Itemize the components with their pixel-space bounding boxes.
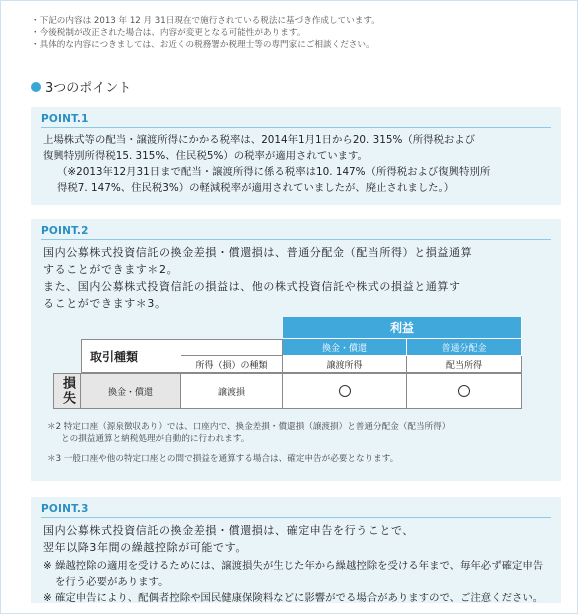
point3-note: ※ 繰越控除の適用を受けるためには、譲渡損失が生じた年から繰越控除を受ける年まで、毎年必ず確定申告 <box>43 560 544 572</box>
point3-line: 翌年以降3年間の繰越控除が可能です。 <box>43 541 247 554</box>
header-profit: 利益 <box>283 317 522 339</box>
point3-notes <box>31 556 561 606</box>
point1-line: 上場株式等の配当・譲渡所得にかかる税率は、2014年1月1日から20. 315%（所得税および <box>43 134 476 146</box>
col-futsu: 普通分配金 <box>407 339 522 356</box>
footnote-line: ＊2 特定口座（源泉徴収あり）では、口座内で、換金差損・償還損（譲渡損）と普通分配金（配当所得） <box>47 422 451 432</box>
footnote-3 <box>47 453 547 465</box>
point1-line: 得税7. 147%、住民税3%）の軽減税率が適用されていましたが、廃止されました。） <box>57 182 455 194</box>
point3-panel <box>31 497 561 603</box>
offset-kankin <box>283 373 407 409</box>
note-line: ・下記の内容は 2013 年 12 月 31日現在で施行されている税法に基づき作成しています。 <box>31 16 380 26</box>
note-line: ・具体的な内容につきましては、お近くの税務署か税理士等の専門家にご相談ください。 <box>31 40 375 50</box>
point2-title: POINT.2 <box>41 225 89 237</box>
point2-line: 国内公募株式投資信託の換金差損・償還損は、普通分配金（配当所得）と損益通算 <box>43 246 473 259</box>
point2-line: ることができます＊3。 <box>43 297 167 310</box>
loss-label: 損失 <box>53 373 81 409</box>
point2-line: することができます＊2。 <box>43 263 179 276</box>
row-label-shotoku: 所得（損）の種類 <box>181 356 283 373</box>
point3-line: 国内公募株式投資信託の換金差損・償還損は、確定申告を行うことで、 <box>43 524 414 537</box>
point1-panel <box>31 107 561 205</box>
point3-title: POINT.3 <box>41 503 89 515</box>
point3-note: ※ 確定申告により、配偶者控除や国民健康保険料などに影響がでる場合がありますので、ご注意ください。 <box>43 592 544 604</box>
col-kankin: 換金・償還 <box>283 339 407 356</box>
section-heading <box>31 77 131 96</box>
circle-mark-icon <box>458 385 470 397</box>
point3-body <box>31 518 561 556</box>
footnote-line: との損益通算と納税処理が自動的に行われます。 <box>61 434 250 444</box>
point1-line: 復興特別所得税15. 315%、住民税5%）の税率が適用されています。 <box>43 150 368 162</box>
point3-note: を行う必要があります。 <box>55 576 169 588</box>
point1-line: （※2013年12月31日まで配当・譲渡所得に係る税率は10. 147%（所得税および復興特別所 <box>57 166 491 178</box>
row-label-torihiki: 取引種類 <box>81 339 181 373</box>
offset-futsu <box>407 373 522 409</box>
footnote-line: ＊3 一般口座や他の特定口座との間で損益を通算する場合は、確定申告が必要となります。 <box>47 454 399 464</box>
circle-mark-icon <box>339 385 351 397</box>
loss-type: 換金・償還 <box>81 373 181 409</box>
blank-cell <box>181 339 283 356</box>
loss-income: 譲渡損 <box>181 373 283 409</box>
footnote-2 <box>47 421 547 445</box>
point1-body <box>31 128 561 196</box>
note-line: ・今後税制が改正された場合は、内容が変更となる可能性があります。 <box>31 28 306 38</box>
income-futsu: 配当所得 <box>407 356 522 373</box>
point2-body <box>31 240 561 312</box>
point2-line: また、国内公募株式投資信託の損益は、他の株式投資信託や株式の損益と通算す <box>43 280 461 293</box>
bullet-dot-icon <box>31 82 41 92</box>
disclaimer-notes <box>31 15 561 51</box>
income-kankin: 譲渡所得 <box>283 356 407 373</box>
section-heading-text: 3つのポイント <box>45 81 132 96</box>
point1-title: POINT.1 <box>41 113 89 125</box>
profit-loss-table <box>53 317 522 413</box>
